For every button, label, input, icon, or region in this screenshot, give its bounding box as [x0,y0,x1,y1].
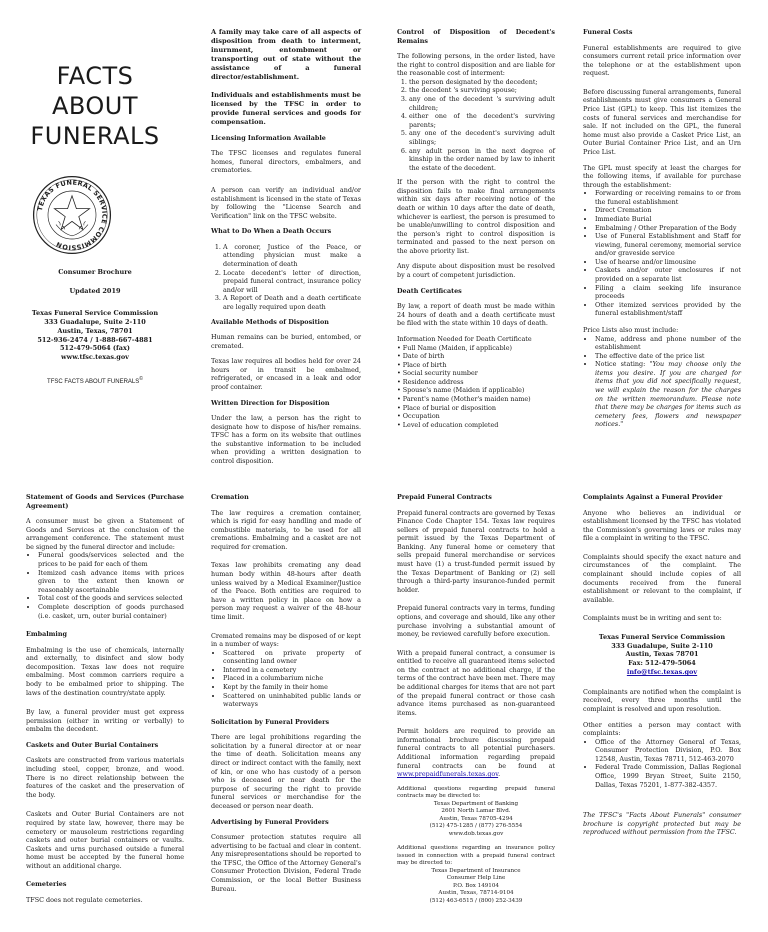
list-item: • Scattered on private property of consenting land owner [223,649,361,666]
list-item: • Filing a claim seeking life insurance proceeds [595,284,741,301]
list-item: 6. any adult person in the next degree of kinship in the order named by law to inherit the estate of the decedent. [409,147,555,173]
cover-footer [20,376,170,386]
column-7 [397,493,555,905]
paragraph: A person can verify an individual and/or establishment is licensed in the state of Texas by following the "License Search and Verification" link on the TFSC website. [211,186,361,220]
address-line: 333 Guadalupe, Suite 2-110 [44,318,146,327]
list-item: • Residence address [397,377,464,386]
paragraph: Additional questions regarding prepaid funeral contracts may be directed to: [397,785,555,800]
banking-address [397,801,555,838]
address-line: Austin, Texas 78705-4294 [439,815,513,822]
prepaid-info-text: Permit holders are required to provide an informational brochure discussing prepaid funeral contracts to all potential purchasers. Additional information regarding prepaid funeral contracts can be found at [397,727,555,770]
paragraph: Complaints should specify the exact nature and circumstances of the complaint. The complainant should include copies of all documents received from the funeral establishment or relevant to the complaint, if available. [583,552,741,604]
list-item: • Level of education completed [397,420,499,429]
cremated-remains-list [211,649,361,709]
list-item: • Funeral goods/services selected and the prices to be paid for each of them [38,551,184,568]
list-item: • Forwarding or receiving remains to or from the funeral establishment [595,189,741,206]
brochure-label: Consumer Brochure [58,268,132,276]
certificate-info-list [397,344,555,430]
column-6 [211,493,361,900]
paragraph: The following persons, in the order listed, have the right to control disposition and are liable for the reasonable cost of interment: [397,52,555,78]
list-item: • Name, address and phone number of the establishment [595,335,741,352]
other-entities-list [583,738,741,789]
paragraph: Texas law prohibits cremating any dead human body within 48-hours after death unless waived by a Medical Examiner/Justice of the Peace. Both entities are required to have a written policy in place on how a person may request a waiver of the 48-hour time limit. [211,561,361,621]
section-heading: Funeral Costs [583,28,633,36]
list-item: • The effective date of the price list [595,352,741,361]
paragraph: Embalming is the use of chemicals, internally and externally, to disinfect and slow body decomposition. Texas law does not require embalming. Most common carriers require a body to be embalmed prior to shipping. The laws of the destination country/state apply. [26,645,184,697]
column-4 [583,28,741,435]
list-item [595,360,741,429]
address-line: (512) 463-6515 / (800) 252-3439 [429,897,523,904]
list-item: • Kept by the family in their home [223,683,361,692]
paragraph: Complainants are notified when the complaint is received, every three months until the complaint is resolved and upon resolution. [583,687,741,713]
copyright-mark: © [139,376,143,382]
paragraph: The GPL must specify at least the charges for the following items, if available for purchase through the establishment: [583,163,741,189]
address-line: Texas Department of Insurance [431,867,521,874]
price-list-requirements [583,335,741,429]
paragraph: The law requires a cremation container, which is rigid for easy handling and made of combustible materials, to be used for all cremations. Embalming and a casket are not required for cremation. [211,508,361,551]
cover-panel [20,62,170,151]
statement-items-list [26,551,184,620]
address-line: Consumer Help Line [446,875,506,882]
paragraph: With a prepaid funeral contract, a consumer is entitled to receive all guaranteed items selected on the contract at no additional charge, if the terms of the contract have been met. There may be additional charges for items that are not part of the prepaid funeral contract or those cash advance items purchased as non-guaranteed items. [397,648,555,717]
list-item: • Use of Funeral Establishment and Staff for viewing, funeral ceremony, memorial service and/or graveside service [595,232,741,258]
list-item: 1. the person designated by the decedent; [409,78,555,87]
paragraph: There are legal prohibitions regarding the solicitation by a funeral director at or near the time of death. Solicitation means any direct or indirect contact with the family, next of kin, or one who has custody of a person who is deceased or near death for the purpose of securing the right to provide funeral services or merchandise for the deceased or person near death. [211,733,361,810]
section-heading: Prepaid Funeral Contracts [397,493,492,501]
address-line: Austin, Texas, 78701 [57,326,133,335]
list-item: 2. the decedent 's surviving spouse; [409,86,555,95]
section-heading: Cremation [211,493,249,501]
address-line: 512-479-5064 (fax) [60,344,130,353]
paragraph: Permit holders are required to provide an informational brochure discussing prepaid funeral contracts to all potential purchasers. Additional information regarding prepaid funeral contracts can be found at www.prepaidfunerals.texas.gov. [397,727,555,779]
list-item: • Spouse's name (Maiden if applicable) [397,386,525,395]
complaint-email-link[interactable]: info@tfsc.texas.gov [626,668,698,676]
list-item: • Embalming / Other Preparation of the Body [595,224,741,233]
list-item: • Total cost of the goods and services selected [38,594,184,603]
list-item: • Office of the Attorney General of Texas, Consumer Protection Division, P.O. Box 12548, Austin, Texas 78711, 512-463-2070 [595,738,741,764]
cover-title-line: FACTS [56,62,134,90]
section-heading: Solicitation by Funeral Providers [211,717,330,726]
address-line: www.tfsc.texas.gov [61,353,129,362]
list-item: • Occupation [397,412,440,421]
paragraph: A consumer must be given a Statement of Goods and Services at the conclusion of the arrangement conference. The statement must be signed by the funeral director and include: [26,517,184,551]
address-line: www.dob.texas.gov [448,830,504,837]
list-item: • Scattered on uninhabited public lands or waterways [223,692,361,709]
intro-paragraph: Individuals and establishments must be licensed by the TFSC in order to provide funeral services and goods for compensation. [211,90,361,126]
gpl-items-list [583,189,741,318]
list-item: • Social security number [397,369,478,378]
column-2 [211,28,361,473]
cover-title-line: ABOUT [51,91,139,120]
paragraph: By law, a funeral provider must get express permission (either in writing or verbally) to embalm the decedent. [26,708,184,734]
section-heading: Cemeteries [26,880,67,889]
section-heading: Death Certificates [397,286,462,295]
list-item: • Complete description of goods purchased (i.e. casket, urn, outer burial container) [38,603,184,620]
section-heading: Price Lists also must include: [583,325,679,334]
paragraph: Cremated remains may be disposed of or kept in a number of ways: [211,631,361,649]
paragraph: Any dispute about disposition must be resolved by a court of competent jurisdiction. [397,262,555,280]
list-item: • Place of burial or disposition [397,403,496,412]
list-item: • Full Name (Maiden, if applicable) [397,343,513,352]
section-heading: Statement of Goods and Services (Purchase Agreement) [26,493,184,510]
list-item: 2. Locate decedent's letter of direction, prepaid funeral contract, insurance policy and/or will [223,269,361,295]
notice-text: "You may choose only the items you desire. If you are charged for items that you did not specifically request, we will explain the reason for the charges on the written memorandum. Please note that there may be charges for items such as cemetery fees, flowers and newspaper notices." [595,360,741,429]
list-item: • Date of birth [397,352,445,361]
address-line: (512) 475-1285 / (877) 276-5554 [429,823,523,830]
section-heading: What to Do When a Death Occurs [211,227,332,236]
death-steps-list [211,243,361,312]
paragraph: Consumer protection statutes require all advertising to be factual and clear in content. Any misrepresentations should be reported to the TFSC, the Office of the Attorney General's Consumer Protection Division, Federal Trade Commission, or the local Better Business Bureau. [211,833,361,893]
paragraph: Prepaid funeral contracts are governed by Texas Finance Code Chapter 154. Texas law requires sellers of prepaid funeral contracts to hold a permit issued by the Texas Department of Banking. Any funeral home or cemetery that sells prepaid funeral merchandise or services must have (1) a trust-funded permit issued by the Texas Department of Banking or (2) sell through a third-party insurance-funded permit holder. [397,508,556,594]
list-item: • Caskets and/or outer enclosures if not provided on a separate list [595,266,741,283]
paragraph: Caskets are constructed from various materials including steel, copper, bronze, and wood. There is no direct relationship between the features of the casket and the preservation of the body. [26,756,184,799]
notice-lead: Notice stating: [595,360,650,369]
section-heading: Information Needed for Death Certificate [397,334,532,343]
cover-footer-text: TFSC FACTS ABOUT FUNERALS [47,379,140,385]
list-item: • Use of hearse and/or limousine [595,258,741,267]
list-item: • Interred in a cemetery [223,666,361,675]
paragraph: Texas law requires all bodies held for over 24 hours or in transit be embalmed, refrigerated, or encased in a leak and odor proof container. [211,357,361,391]
list-item: 5. any one of the decedent's surviving adult siblings; [409,129,555,146]
paragraph: If the person with the right to control the disposition fails to make final arrangements within six days after receiving notice of the death or within 10 days after the date of death, whichever is earliest, the person is presumed to be unable/unwilling to control disposition and the person's right to control disposition is terminated and passed to the next person on the above priority list. [397,178,555,255]
address-line: P.O. Box 149104 [453,882,499,889]
paragraph: Additional questions regarding an insurance policy issued in connection with a prepaid funeral contract may be directed to: [397,845,555,867]
column-8 [583,493,741,844]
address-line: Texas Funeral Service Commission [31,309,159,318]
prepaid-funerals-link[interactable]: www.prepaidfunerals.texas.gov [397,770,499,779]
list-item: • Federal Trade Commission, Dallas Regional Office, 1999 Bryan Street, Suite 2150, Dallas, Texas 75201, 1-877-382-4357. [595,763,741,789]
copyright-notice: The TFSC's "Facts About Funerals" consumer brochure is copyright protected but may be reproduced without permission from the TFSC. [583,811,741,837]
section-heading: Available Methods of Disposition [211,317,329,326]
paragraph: Under the law, a person has the right to designate how to dispose of his/her remains. TFSC has a form on its website that outlines the substantive information to be included when providing a written designation to control disposition. [211,414,361,466]
address-line: Texas Department of Banking [433,800,519,807]
paragraph: Other entities a person may contact with complaints: [583,720,741,738]
intro-paragraph: A family may take care of all aspects of disposition from death to interment, inurnment, entombment or transporting out of state without the assistance of a funeral director/establishment. [211,28,361,81]
address-line: Texas Funeral Service Commission [598,632,726,641]
address-line: Austin, Texas 78701 [625,650,699,659]
paragraph: Anyone who believes an individual or establishment licensed by the TFSC has violated the Commission's governing laws or rules may file a complaint in writing to the TFSC. [583,508,741,543]
list-item: • Parent's name (Mother's maiden name) [397,394,531,403]
address-line: 512-936-2474 / 1-888-667-4881 [37,335,153,344]
cover-title-line: FUNERALS [30,121,160,150]
paragraph: Funeral establishments are required to give consumers current retail price information over the telephone or at the establishment upon request. [583,43,741,78]
list-item: • Direct Cremation [595,206,741,215]
section-heading: Written Direction for Disposition [211,398,330,407]
list-item: • Immediate Burial [595,215,741,224]
paragraph: Before discussing funeral arrangements, funeral establishments must give consumers a General Price List (GPL) to keep. This list itemizes the costs of funeral services and merchandise for sale. If not included on the GPL, the funeral home must also provide a Casket Price List, an Outer Burial Container Price List, and an Urn Price List. [583,87,741,156]
list-item: • Itemized cash advance items with prices given to the extent then known or reasonably ascertainable [38,569,184,595]
paragraph: By law, a report of death must be made within 24 hours of death and a death certificate must be filed with the state within 10 days of death. [397,302,555,328]
complaint-address [583,633,741,677]
list-item: • Place of birth [397,360,447,369]
section-heading: Complaints Against a Funeral Provider [583,493,723,501]
paragraph: Caskets and Outer Burial Containers are not required by state law, however, there may be cemetery or mausoleum restrictions regarding caskets and outer burial containers or vaults. Caskets and urns purchased outside a funeral home must be accepted by the funeral home without an additional charge. [26,810,184,870]
address-line: Austin, Texas, 78714-9104 [438,890,514,897]
section-heading: Licensing Information Available [211,133,326,142]
list-item: 1. A coroner, Justice of the Peace, or attending physician must make a determination of death [223,243,361,269]
list-item: 3. any one of the decedent 's surviving adult children; [409,95,555,112]
list-item: 4. either one of the decedent's surviving parents; [409,112,555,129]
address-line: 333 Guadalupe, Suite 2-110 [611,641,713,650]
address-line: 2601 North Lamar Blvd. [441,808,511,815]
cover-info [20,268,170,386]
list-item: 3. A Report of Death and a death certificate are legally required upon death [223,294,361,311]
section-heading: Advertising by Funeral Providers [211,817,329,826]
tfsc-address [20,309,170,362]
address-line: Fax: 512-479-5064 [628,659,696,668]
paragraph: Human remains can be buried, entombed, or cremated. [211,333,361,350]
paragraph: Prepaid funeral contracts vary in terms, funding options, and coverage and should, like any other purchase involving a substantial amount of money, be reviewed carefully before execution. [397,604,555,639]
tfsc-seal-logo [32,175,112,255]
updated-label: Updated 2019 [69,286,121,295]
section-heading: Control of Disposition of Decedent's Remains [397,28,555,45]
paragraph: The TFSC licenses and regulates funeral homes, funeral directors, embalmers, and crematories. [211,149,361,175]
paragraph: Complaints must be in writing and sent to: [583,614,722,623]
section-heading: Caskets and Outer Burial Containers [26,740,159,749]
section-heading: Embalming [26,630,67,639]
paragraph: TFSC does not regulate cemeteries. [26,895,143,904]
insurance-address [397,868,555,905]
control-priority-list [397,78,555,172]
column-3 [397,28,555,429]
list-item: • Placed in a columbarium niche [223,674,361,683]
list-item: • Other itemized services provided by the funeral establishment/staff [595,301,741,318]
svg-text:TEXAS FUNERAL SERVICE COMMISSI: TEXAS FUNERAL SERVICE COMMISSION [35,178,109,252]
column-5 [26,493,184,912]
